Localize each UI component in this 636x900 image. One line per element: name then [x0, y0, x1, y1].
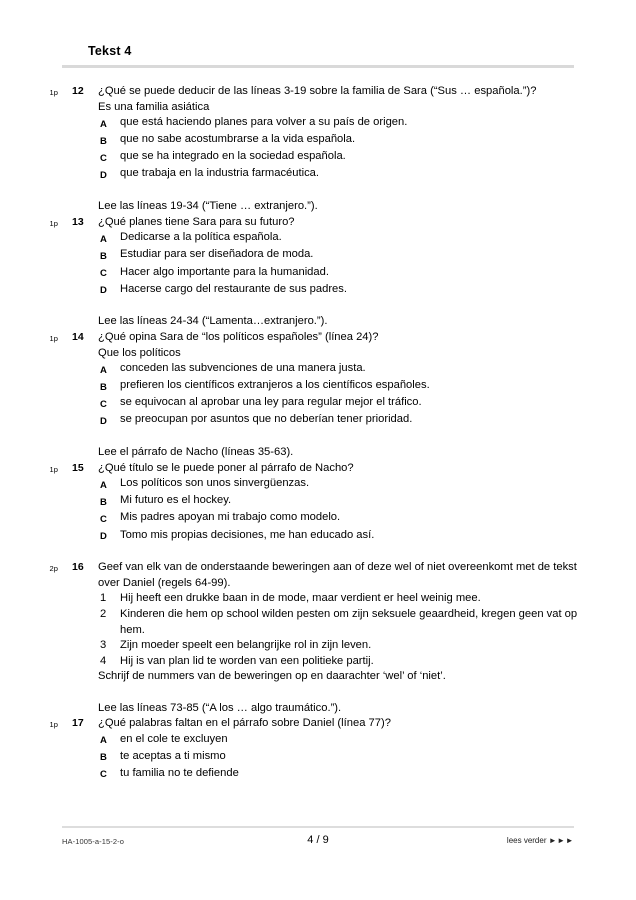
- option-letter: A: [100, 118, 107, 130]
- triple-right-arrow-icon: ►►►: [548, 836, 574, 845]
- question-row: [0, 560, 636, 685]
- option-letter: B: [100, 250, 107, 262]
- continue-label: lees verder: [506, 836, 547, 845]
- answer-instruction: Schrijf de nummers van de beweringen op en daarachter ‘wel’ of ‘niet’.: [98, 670, 446, 683]
- question-substem: Que los políticos: [98, 346, 181, 359]
- statement-text: Hij heeft een drukke baan in de mode, maar verdient er heel weinig mee.: [120, 592, 481, 605]
- question-block: [0, 445, 636, 545]
- points-marker: 1p: [49, 218, 58, 228]
- question-block: [0, 84, 636, 184]
- header-divider: [62, 65, 574, 68]
- statement-text: Kinderen die hem op school wilden pesten om zijn seksuele geaardheid, kregen geen vat op hem.: [120, 608, 578, 636]
- number-spacer: [58, 199, 98, 200]
- block-spacer: [0, 299, 636, 315]
- question-body: [98, 330, 636, 430]
- reading-instruction-row: [0, 314, 636, 330]
- page-number: 4 / 9: [307, 834, 329, 846]
- number-spacer: [58, 445, 98, 446]
- option-text: en el cole te excluyen: [120, 732, 228, 745]
- reading-instruction-row: [0, 445, 636, 461]
- option-text: Mis padres apoyan mi trabajo como modelo.: [120, 511, 341, 524]
- question-stem: ¿Qué palabras faltan en el párrafo sobre Daniel (línea 77)?: [98, 717, 391, 730]
- option-letter: D: [100, 415, 107, 427]
- question-stem: ¿Qué opina Sara de “los políticos españoles” (línea 24)?: [98, 330, 379, 343]
- points-marker: 1p: [49, 720, 58, 730]
- reading-instruction: Lee las líneas 19-34 (“Tiene … extranjero.”).: [98, 200, 318, 213]
- option-text: que trabaja en la industria farmacéutica.: [120, 167, 320, 180]
- answer-option[interactable]: [98, 528, 588, 545]
- answer-option[interactable]: [98, 476, 588, 493]
- question-row: [0, 215, 636, 299]
- option-text: Dedicarse a la política española.: [120, 231, 282, 244]
- statement-item[interactable]: [98, 654, 588, 670]
- question-number: 13: [72, 215, 84, 228]
- option-letter: A: [100, 364, 107, 376]
- question-row: [0, 461, 636, 545]
- option-text: Mi futuro es el hockey.: [120, 494, 232, 507]
- answer-option[interactable]: [98, 510, 588, 527]
- points-marker: 1p: [49, 464, 58, 474]
- question-block: [0, 701, 636, 783]
- block-spacer: [0, 184, 636, 200]
- question-number: 16: [72, 561, 84, 574]
- answer-option[interactable]: [98, 361, 588, 378]
- answer-option[interactable]: [98, 265, 588, 282]
- answer-option[interactable]: [98, 395, 588, 412]
- question-block: [0, 560, 636, 685]
- statement-item[interactable]: [98, 607, 588, 638]
- answer-option[interactable]: [98, 732, 588, 749]
- question-body: [98, 560, 636, 685]
- option-text: conceden las subvenciones de una manera justa.: [120, 362, 366, 375]
- statement-number: 1: [100, 592, 107, 605]
- reading-instruction: Lee el párrafo de Nacho (líneas 35-63).: [98, 446, 294, 459]
- question-number: 14: [72, 330, 84, 343]
- question-stem: Geef van elk van de onderstaande beweringen aan of deze wel of niet overeenkomt met de tekst over Daniel (regels 64-99).: [98, 561, 577, 589]
- points-marker: 1p: [49, 88, 58, 97]
- question-row: [0, 330, 636, 430]
- points-spacer: [28, 314, 58, 318]
- answer-options: [98, 732, 588, 783]
- option-letter: A: [100, 479, 107, 491]
- answer-option[interactable]: [98, 149, 588, 166]
- option-letter: B: [100, 381, 107, 393]
- question-body: [98, 215, 636, 299]
- answer-option[interactable]: [98, 247, 588, 264]
- option-text: que se ha integrado en la sociedad española.: [120, 150, 346, 163]
- statement-number: 4: [100, 654, 107, 667]
- option-text: te aceptas a ti mismo: [120, 749, 226, 762]
- option-text: tu familia no te defiende: [120, 766, 239, 779]
- answer-options: [98, 115, 588, 183]
- question-stem: ¿Qué título se le puede poner al párrafo de Nacho?: [98, 461, 354, 474]
- exam-code: HA-1005-a-15-2-o: [62, 837, 125, 846]
- statement-text: Zijn moeder speelt een belangrijke rol in zijn leven.: [120, 639, 372, 652]
- question-body: [98, 461, 636, 545]
- points-spacer: [28, 445, 58, 449]
- option-text: que está haciendo planes para volver a su país de origen.: [120, 116, 408, 129]
- option-letter: A: [100, 735, 107, 747]
- statement-text: Hij is van plan lid te worden van een politieke partij.: [120, 654, 374, 667]
- reading-instruction: Lee las líneas 24-34 (“Lamenta…extranjero.”).: [98, 315, 328, 328]
- answer-option[interactable]: [98, 166, 588, 183]
- page-footer: [62, 826, 574, 852]
- answer-option[interactable]: [98, 493, 588, 510]
- number-spacer: [58, 701, 98, 702]
- option-text: se preocupan por asuntos que no deberían tener prioridad.: [120, 413, 413, 426]
- answer-option[interactable]: [98, 115, 588, 132]
- statement-item[interactable]: [98, 638, 588, 654]
- reading-instruction-row: [0, 199, 636, 215]
- option-text: Hacerse cargo del restaurante de sus padres.: [120, 282, 347, 295]
- block-spacer: [0, 685, 636, 701]
- option-letter: B: [100, 752, 107, 764]
- points-spacer: [28, 199, 58, 203]
- question-stem: ¿Qué planes tiene Sara para su futuro?: [98, 215, 295, 228]
- answer-options: [98, 361, 588, 429]
- option-letter: C: [100, 398, 107, 410]
- question-number: 17: [72, 717, 84, 730]
- option-text: se equivocan al aprobar una ley para regular mejor el tráfico.: [120, 396, 422, 409]
- answer-option[interactable]: [98, 378, 588, 395]
- page-title: Tekst 4: [88, 44, 132, 58]
- option-text: Estudiar para ser diseñadora de moda.: [120, 248, 314, 261]
- option-text: Tomo mis propias decisiones, me han educado así.: [120, 528, 375, 541]
- question-substem: Es una familia asiática: [98, 100, 210, 113]
- question-number: 12: [72, 85, 84, 97]
- questions-container: [0, 84, 636, 783]
- answer-option[interactable]: [98, 132, 588, 149]
- option-letter: A: [100, 233, 107, 245]
- footer-divider: [62, 826, 574, 828]
- option-letter: D: [100, 531, 107, 543]
- statement-number: 3: [100, 639, 107, 652]
- option-letter: D: [100, 169, 107, 181]
- answer-option[interactable]: [98, 766, 588, 783]
- answer-options: [98, 591, 588, 669]
- option-text: prefieren los científicos extranjeros a los científicos españoles.: [120, 379, 430, 392]
- option-letter: B: [100, 496, 107, 508]
- answer-option[interactable]: [98, 749, 588, 766]
- reading-instruction: Lee las líneas 73-85 (“A los … algo traumático.”).: [98, 701, 342, 714]
- option-letter: B: [100, 135, 107, 147]
- number-spacer: [58, 314, 98, 315]
- page-header: [62, 44, 574, 68]
- answer-options: [98, 230, 588, 298]
- statement-item[interactable]: [98, 591, 588, 607]
- continue-notice: [507, 836, 574, 845]
- question-block: [0, 199, 636, 299]
- reading-instruction-row: [0, 701, 636, 717]
- answer-option[interactable]: [98, 230, 588, 247]
- points-spacer: [28, 701, 58, 705]
- option-letter: C: [100, 152, 107, 164]
- option-text: Los políticos son unos sinvergüenzas.: [120, 477, 310, 490]
- question-stem: ¿Qué se puede deducir de las líneas 3-19 sobre la familia de Sara (“Sus … española.”)?: [98, 85, 537, 97]
- points-marker: 2p: [49, 564, 58, 574]
- option-text: Hacer algo importante para la humanidad.: [120, 265, 329, 278]
- question-row: [0, 716, 636, 783]
- option-letter: C: [100, 513, 107, 525]
- points-marker: 1p: [49, 333, 58, 343]
- question-body: [98, 716, 636, 783]
- answer-options: [98, 476, 588, 544]
- block-spacer: [0, 545, 636, 561]
- option-letter: D: [100, 285, 107, 297]
- block-spacer: [0, 429, 636, 445]
- statement-number: 2: [100, 608, 107, 620]
- option-letter: C: [100, 268, 107, 280]
- answer-option[interactable]: [98, 412, 588, 429]
- question-block: [0, 314, 636, 429]
- option-letter: C: [100, 769, 107, 781]
- answer-option[interactable]: [98, 282, 588, 299]
- question-body: [98, 84, 636, 184]
- question-number: 15: [72, 461, 84, 474]
- option-text: que no sabe acostumbrarse a la vida española.: [120, 133, 356, 146]
- question-row: [0, 84, 636, 184]
